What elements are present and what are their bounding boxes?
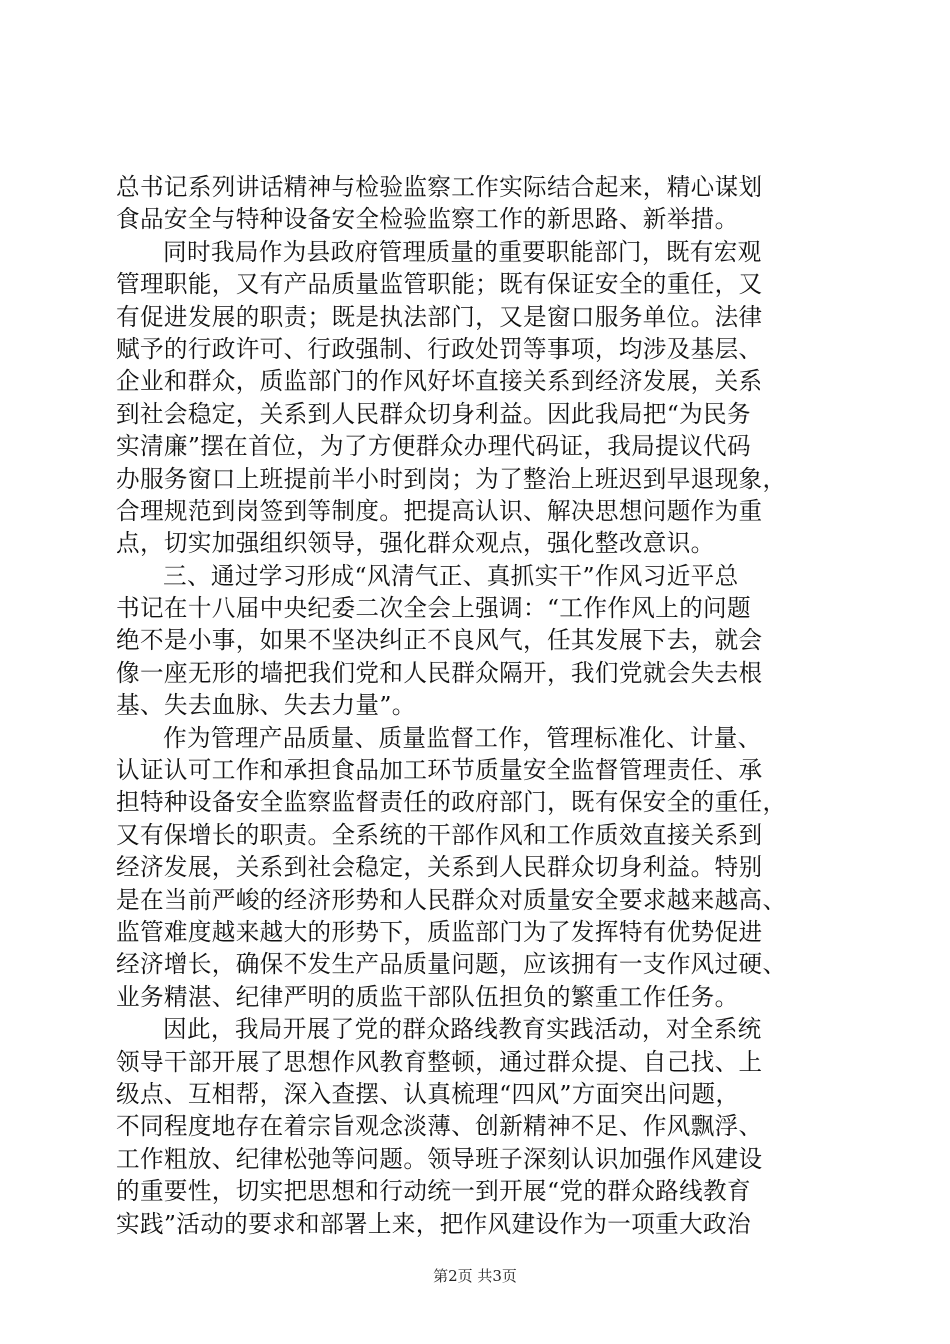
text-line: 的重要性，切实把思想和行动统一到开展“党的群众路线教育 [116,1177,751,1206]
text-line: 级点、互相帮，深入查摆、认真梳理“四风”方面突出问题， [116,1079,740,1108]
text-line: 是在当前严峻的经济形势和人民群众对质量安全要求越来越高、 [116,885,787,914]
text-line: 企业和群众，质监部门的作风好坏直接关系到经济发展，关系 [116,367,763,396]
text-line: 食品安全与特种设备安全检验监察工作的新思路、新举措。 [116,205,739,234]
text-line: 基、失去血脉、失去力量”。 [116,691,416,720]
text-line: 工作粗放、纪律松弛等问题。领导班子深刻认识加强作风建设 [116,1144,763,1173]
text-line: 实清廉”摆在首位，为了方便群众办理代码证，我局提议代码 [116,432,751,461]
text-line: 总书记系列讲话精神与检验监察工作实际结合起来，精心谋划 [116,173,763,201]
text-line: 书记在十八届中央纪委二次全会上强调：“工作作风上的问题 [116,594,751,623]
text-line: 像一座无形的墙把我们党和人民群众隔开，我们党就会失去根 [116,658,763,687]
page-footer: 第2页 共3页 [433,1267,517,1285]
text-line: 不同程度地存在着宗旨观念淡薄、创新精神不足、作风飘浮、 [116,1112,763,1141]
text-line: 办服务窗口上班提前半小时到岗；为了整治上班迟到早退现象， [116,464,787,493]
text-line: 领导干部开展了思想作风教育整顿，通过群众提、自己找、上 [116,1047,763,1076]
text-line: 经济增长，确保不发生产品质量问题，应该拥有一支作风过硬、 [116,950,787,979]
text-line: 到社会稳定，关系到人民群众切身利益。因此我局把“为民务 [116,399,751,428]
text-line: 又有保增长的职责。全系统的干部作风和工作质效直接关系到 [116,820,763,849]
text-line: 有促进发展的职责；既是执法部门，又是窗口服务单位。法律 [116,302,763,331]
text-line: 合理规范到岗签到等制度。把提高认识、解决思想问题作为重 [116,496,763,525]
text-line: 业务精湛、纪律严明的质监干部队伍担负的繁重工作任务。 [116,982,739,1011]
text-line: 监管难度越来越大的形势下，质监部门为了发挥特有优势促进 [116,917,763,946]
text-line: 三、通过学习形成“风清气正、真抓实干”作风习近平总 [163,561,739,590]
text-line: 认证认可工作和承担食品加工环节质量安全监督管理责任、承 [116,756,763,785]
document-body [116,171,834,1240]
text-line: 实践”活动的要求和部署上来，把作风建设作为一项重大政治 [116,1209,751,1238]
text-line: 管理职能，又有产品质量监管职能；既有保证安全的重任，又 [116,270,763,299]
text-line: 经济发展，关系到社会稳定，关系到人民群众切身利益。特别 [116,853,763,882]
text-line: 点，切实加强组织领导，强化群众观点，强化整改意识。 [116,529,715,558]
text-line: 担特种设备安全监察监督责任的政府部门，既有保安全的重任， [116,788,787,817]
text-line: 因此，我局开展了党的群众路线教育实践活动，对全系统 [163,1015,762,1044]
text-line: 作为管理产品质量、质量监督工作，管理标准化、计量、 [163,723,762,752]
text-line: 绝不是小事，如果不坚决纠正不良风气，任其发展下去，就会 [116,626,763,655]
text-line: 赋予的行政许可、行政强制、行政处罚等事项，均涉及基层、 [116,334,763,363]
text-line: 同时我局作为县政府管理质量的重要职能部门，既有宏观 [163,237,762,266]
